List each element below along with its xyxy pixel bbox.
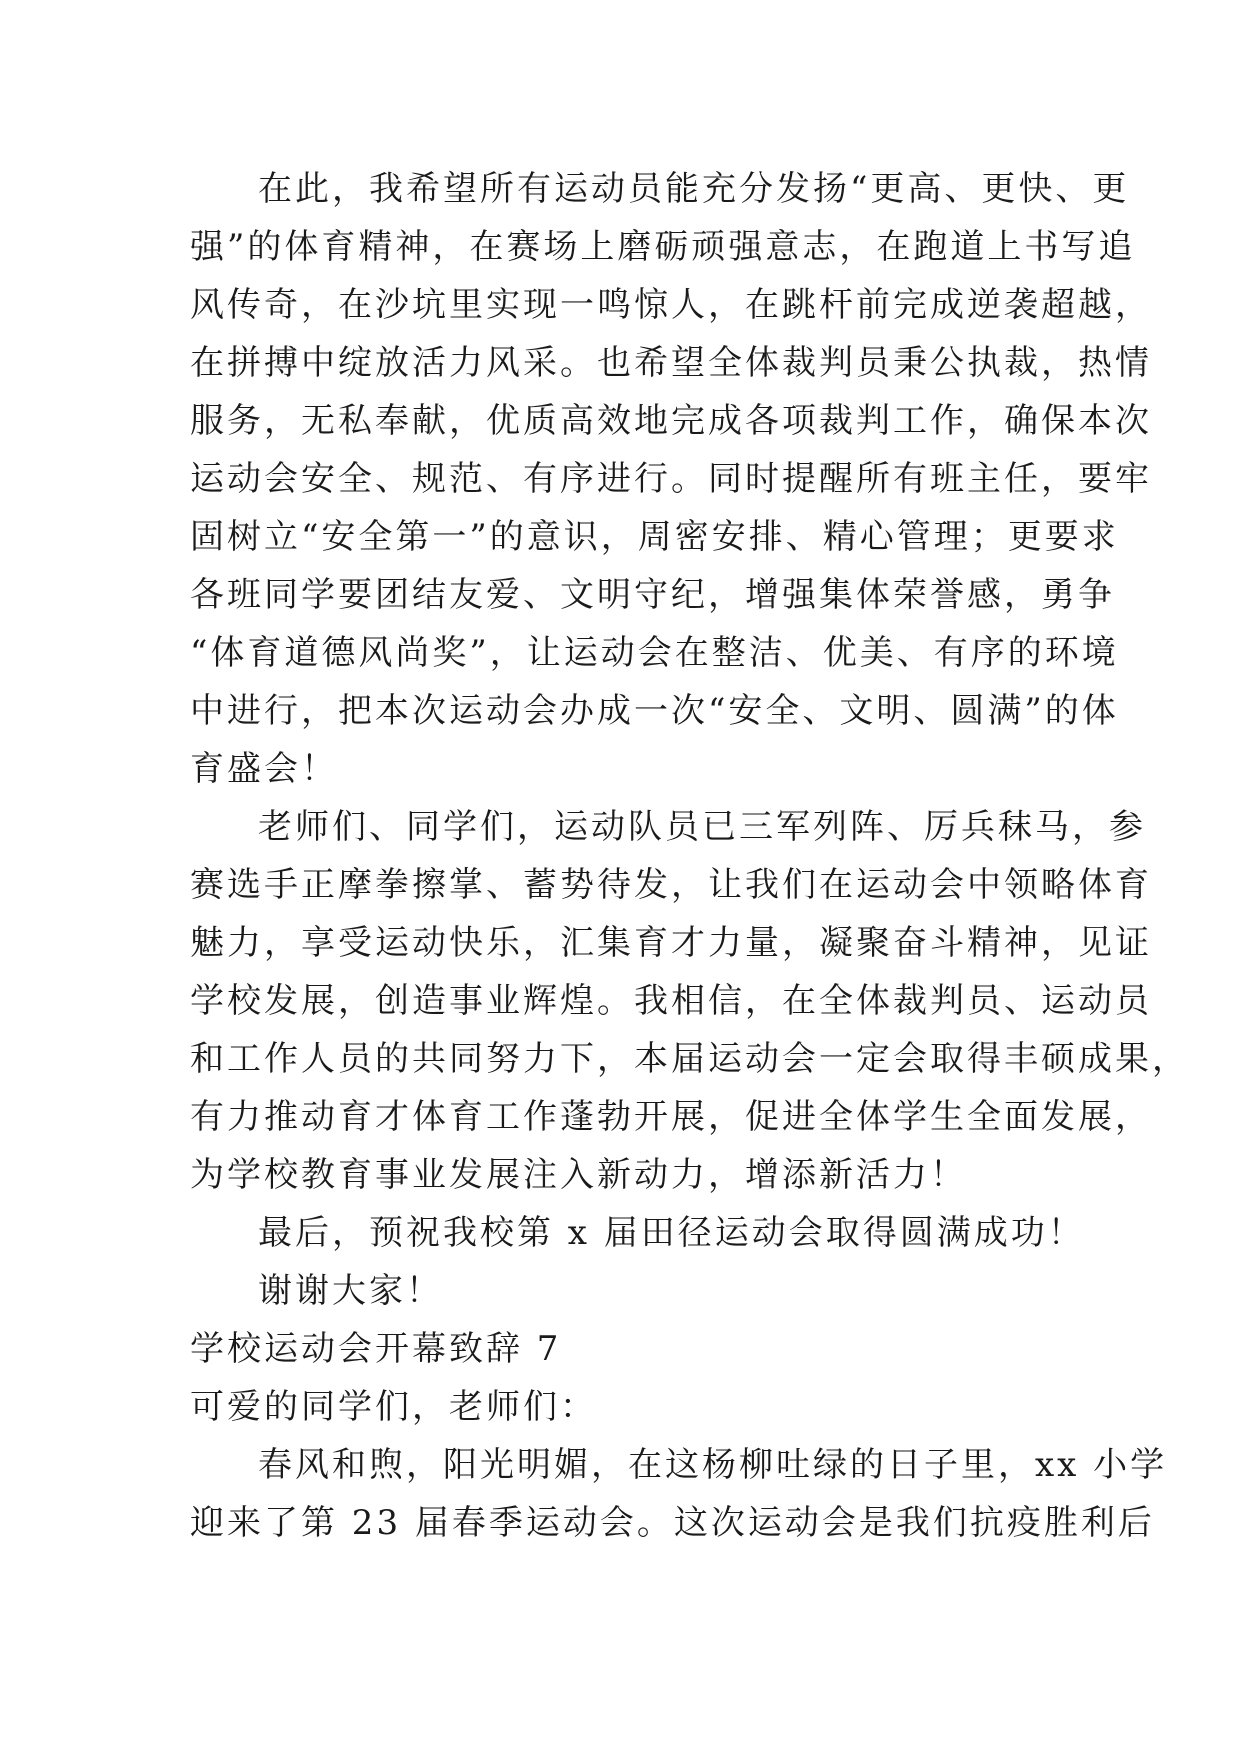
text-line: 迎来了第 23 届春季运动会。这次运动会是我们抗疫胜利后 [190, 1503, 1155, 1543]
text-line: 魅力，享受运动快乐，汇集育才力量，凝聚奋斗精神，见证 [190, 923, 1152, 963]
text-line: 春风和煦，阳光明媚，在这杨柳吐绿的日子里，xx 小学 [258, 1445, 1168, 1485]
text-line: 中进行，把本次运动会办成一次“安全、文明、圆满”的体 [190, 691, 1119, 731]
text-line: 老师们、同学们，运动队员已三军列阵、厉兵秣马，参 [258, 807, 1146, 847]
document-body [190, 160, 1189, 1552]
text-line: 在拼搏中绽放活力风采。也希望全体裁判员秉公执裁，热情 [190, 343, 1152, 383]
text-line: 育盛会！ [190, 749, 338, 789]
text-line: “体育道德风尚奖”，让运动会在整洁、优美、有序的环境 [190, 633, 1119, 673]
text-line: 各班同学要团结友爱、文明守纪，增强集体荣誉感，勇争 [190, 575, 1115, 615]
text-line: 和工作人员的共同努力下，本届运动会一定会取得丰硕成果， [190, 1039, 1189, 1079]
text-line: 强”的体育精神，在赛场上磨砺顽强意志，在跑道上书写追 [190, 227, 1136, 267]
text-line: 最后，预祝我校第 x 届田径运动会取得圆满成功！ [258, 1213, 1085, 1253]
text-line: 在此，我希望所有运动员能充分发扬“更高、更快、更 [258, 169, 1130, 209]
text-line: 服务，无私奉献，优质高效地完成各项裁判工作，确保本次 [190, 401, 1152, 441]
text-line: 谢谢大家！ [258, 1271, 443, 1311]
text-line: 可爱的同学们，老师们： [190, 1387, 597, 1427]
text-line: 学校发展，创造事业辉煌。我相信，在全体裁判员、运动员 [190, 981, 1152, 1021]
text-line: 有力推动育才体育工作蓬勃开展，促进全体学生全面发展， [190, 1097, 1152, 1137]
text-line: 学校运动会开幕致辞 7 [190, 1329, 562, 1369]
text-line: 运动会安全、规范、有序进行。同时提醒所有班主任，要牢 [190, 459, 1152, 499]
text-line: 赛选手正摩拳擦掌、蓄势待发，让我们在运动会中领略体育 [190, 865, 1152, 905]
text-line: 风传奇，在沙坑里实现一鸣惊人，在跳杆前完成逆袭超越， [190, 285, 1152, 325]
text-line: 固树立“安全第一”的意识，周密安排、精心管理；更要求 [190, 517, 1119, 557]
text-line: 为学校教育事业发展注入新动力，增添新活力！ [190, 1155, 967, 1195]
